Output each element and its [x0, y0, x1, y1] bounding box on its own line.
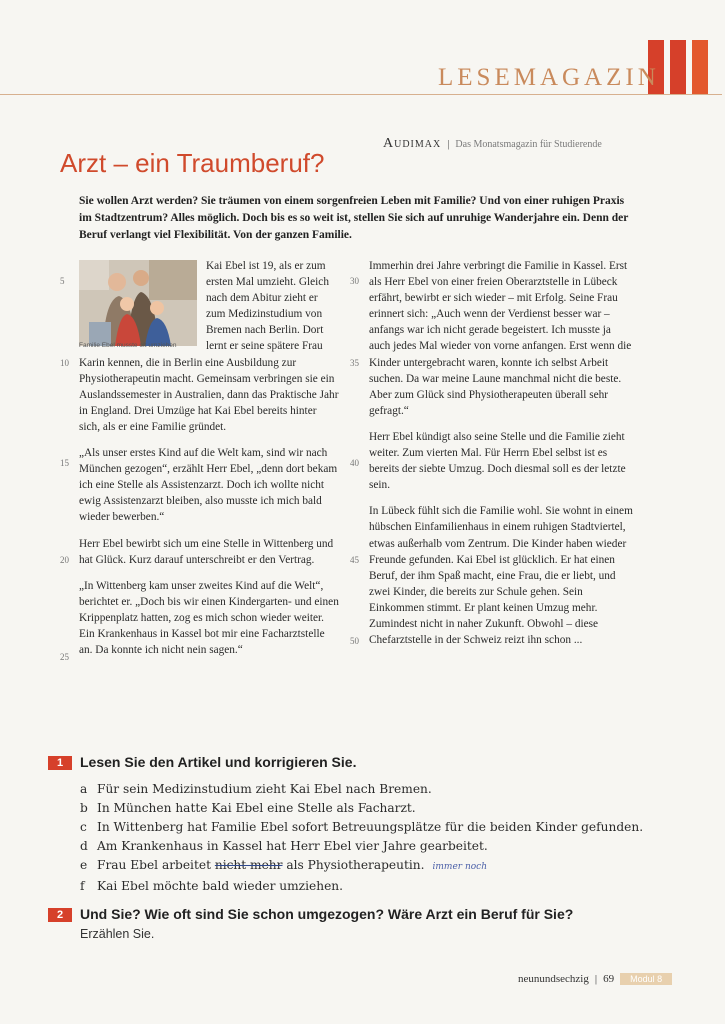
line-number: 35 — [350, 358, 359, 368]
struck-text: nicht mehr — [214, 858, 283, 872]
item-text-after: als Physiotherapeutin. — [286, 858, 425, 872]
family-photo-illustration — [79, 260, 197, 346]
line-number: 45 — [350, 555, 359, 565]
exercise-2-heading — [48, 906, 573, 924]
page-footer — [518, 973, 672, 985]
line-number: 10 — [60, 358, 69, 368]
article-lead: Sie wollen Arzt werden? Sie träumen von einem sorgenfreien Leben mit Familie? Und von einer ruhigen Praxis im Stadtzentrum? Alles möglich. Doch bis es so weit ist, stellen Sie sich auf unruhige Wanderjahre ein. Denn der Beruf verlangt viel Flexibilität. Von der ganzen Familie. — [79, 195, 629, 241]
article-paragraph: Immerhin drei Jahre verbringt die Familie in Kassel. Erst als Herr Ebel von einer freien Oberarztstelle in Lübeck erfährt, bewirbt er sich wieder – mit Erfolg. Seine Frau erinnert sich: „Auch wenn der Verdienst besser war – anfangs war ich nicht gerade begeistert. Ich musste ja auch jedes Mal wieder von vorne anfangen. Erst wenn die Kinder untergebracht waren, konnte ich selbst Arbeit suchen. Da war meine Laune manchmal nicht die beste. Aber zum Glück sind Physiotherapeuten überall sehr gefragt.“ — [369, 260, 632, 417]
article-paragraph: Herr Ebel bewirbt sich um eine Stelle in Wittenberg und hat Glück. Kurz darauf unterschreibt er den Vertrag. — [79, 537, 334, 566]
article-paragraph: „In Wittenberg kam unser zweites Kind auf die Welt“, berichtet er. „Doch bis wir einen Kindergarten- und einen Krippenplatz hatten, zog es mich schon wieder weiter. Ein Krankenhaus in Kassel bot mir eine Facharztstelle an. Da konnte ich nicht nein sagen.“ — [79, 579, 339, 657]
exercise-2-subtitle: Erzählen Sie. — [80, 927, 155, 941]
item-letter: e — [80, 858, 88, 872]
line-number: 20 — [60, 555, 69, 565]
line-number: 50 — [350, 636, 359, 646]
item-letter: b — [80, 801, 88, 815]
line-number: 40 — [350, 458, 359, 468]
family-photo — [79, 260, 197, 346]
module-tag: Modul 8 — [620, 973, 672, 985]
exercise-item — [80, 856, 643, 877]
item-letter: f — [80, 879, 85, 893]
article-headline: Arzt – ein Traumberuf? — [60, 148, 325, 178]
exercise-item — [80, 877, 643, 896]
accent-bar — [670, 40, 686, 94]
page-number-word: neunundsechzig — [518, 973, 589, 985]
footer-separator: | — [594, 973, 598, 985]
handwritten-correction: immer noch — [432, 862, 488, 872]
item-text: Für sein Medizinstudium zieht Kai Ebel nach Bremen. — [97, 782, 432, 796]
exercise-1-heading — [48, 754, 356, 772]
item-text: In München hatte Kai Ebel eine Stelle als Facharzt. — [97, 801, 416, 815]
source-subtitle: Das Monatsmagazin für Studierende — [455, 139, 602, 150]
exercise-item — [80, 799, 643, 818]
article-paragraph: Herr Ebel kündigt also seine Stelle und die Familie zieht weiter. Zum vierten Mal. Für Herrn Ebel selbst ist es bereits der siebte Umzug. Doch diesmal soll es der letzte sein. — [369, 430, 626, 492]
accent-bar — [692, 40, 708, 94]
magazine-title: LESEMAGAZIN — [438, 64, 660, 91]
article-column-left — [79, 258, 339, 668]
exercise-2-title: Und Sie? Wie oft sind Sie schon umgezogen? Wäre Arzt ein Beruf für Sie? — [80, 906, 574, 922]
source-brand: Audimax — [383, 136, 442, 151]
article-column-right — [369, 258, 633, 658]
line-number: 5 — [60, 276, 65, 286]
item-text: Am Krankenhaus in Kassel hat Herr Ebel vier Jahre gearbeitet. — [97, 839, 488, 853]
line-number: 30 — [350, 276, 359, 286]
item-text: Kai Ebel möchte bald wieder umziehen. — [97, 879, 343, 893]
item-letter: d — [80, 839, 88, 853]
source-separator: | — [447, 138, 450, 150]
exercise-1-items — [80, 780, 643, 896]
photo-caption: Familie Ebel musste oft umziehen — [79, 342, 177, 349]
item-text: In Wittenberg hat Familie Ebel sofort Betreuungsplätze für die beiden Kinder gefunden. — [97, 820, 644, 834]
item-letter: c — [80, 820, 87, 834]
exercise-1-title: Lesen Sie den Artikel und korrigieren Sie. — [80, 754, 357, 770]
header-rule — [0, 94, 722, 95]
article-paragraph: „Als unser erstes Kind auf die Welt kam, sind wir nach München gezogen“, erzählt Herr Ebel, „denn dort bekam ich eine Stelle als Assistenzarzt. Doch ich wollte nicht ewig Assistenzarzt bleiben, also musste ich mich bald wieder bewerben.“ — [79, 447, 338, 524]
article-paragraph: Kai Ebel ist 19, als er zum ersten Mal umzieht. Gleich nach dem Abitur zieht er zum Medizinstudium von Bremen nach Berlin. Dort lernt er seine spätere Frau Karin kennen, die in Berlin eine Ausbildung zur Physiotherapeutin macht. Gemeinsam verbringen sie ein Auslandssemester in Australien, dann das Praktische Jahr in England. Drei Umzüge hat Kai Ebel bereits hinter sich, als er eine Familie gründet. — [79, 260, 339, 433]
item-letter: a — [80, 782, 88, 796]
item-text-before: Frau Ebel arbeitet — [97, 858, 211, 872]
line-number: 25 — [60, 652, 69, 662]
line-number: 15 — [60, 458, 69, 468]
article-paragraph: In Lübeck fühlt sich die Familie wohl. Sie wohnt in einem hübschen Einfamilienhaus in einem ruhigen Stadtviertel, etwas außerhalb vom Zentrum. Die Kinder haben wieder Freunde gefunden. Kai Ebel ist glücklich. Er hat einen Beruf, der ihm Spaß macht, eine Frau, die er liebt, und zwei Kinder, die bereits zur Schule gehen. Sein Einkommen stimmt. Er plant keinen Umzug mehr. Zumindest nicht in naher Zukunft. Obwohl – diese Chefarztstelle in der Schweiz reizt ihn schon ... — [369, 505, 633, 647]
exercise-item — [80, 780, 643, 799]
exercise-number-badge: 2 — [48, 908, 72, 922]
exercise-item — [80, 818, 643, 837]
exercise-item — [80, 837, 643, 856]
source-line — [383, 136, 602, 152]
exercise-number-badge: 1 — [48, 756, 72, 770]
page-number: 69 — [603, 973, 615, 985]
